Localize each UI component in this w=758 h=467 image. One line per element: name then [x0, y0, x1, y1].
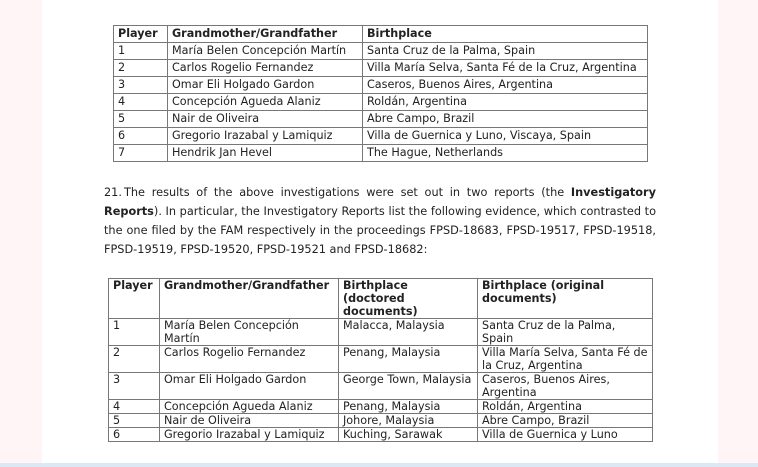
table-cell: María Belen Concepción Martín: [160, 319, 339, 346]
table-cell: The Hague, Netherlands: [363, 145, 648, 162]
table-row: [109, 414, 653, 428]
table-cell: Penang, Malaysia: [339, 400, 478, 414]
paragraph-bold-term: Investigatory Reports: [104, 186, 656, 218]
doctored-vs-original-table: [108, 278, 653, 442]
table-cell: Caseros, Buenos Aires, Argentina: [478, 373, 653, 400]
table-cell: 1: [114, 43, 168, 60]
table-row: [109, 428, 653, 442]
table-cell: Nair de Oliveira: [168, 111, 363, 128]
table-cell: Malacca, Malaysia: [339, 319, 478, 346]
table-cell: 4: [109, 400, 160, 414]
table-cell: George Town, Malaysia: [339, 373, 478, 400]
table-cell: Villa María Selva, Santa Fé de la Cruz, Argentina: [478, 346, 653, 373]
table-row: [114, 60, 648, 77]
table-cell: Villa de Guernica y Luno, Viscaya, Spain: [363, 128, 648, 145]
table-cell: 2: [114, 60, 168, 77]
table-cell: Gregorio Irazabal y Lamiquiz: [168, 128, 363, 145]
header-birthplace-original: Birthplace (original documents): [478, 279, 653, 319]
table-cell: 5: [114, 111, 168, 128]
table-cell: 7: [114, 145, 168, 162]
table-header-row: [114, 26, 648, 43]
paragraph-21: [104, 183, 656, 259]
table-row: [109, 319, 653, 346]
table-cell: Roldán, Argentina: [363, 94, 648, 111]
header-birthplace: Birthplace: [363, 26, 648, 43]
table-cell: Carlos Rogelio Fernandez: [168, 60, 363, 77]
table-cell: 6: [114, 128, 168, 145]
table-cell: 6: [109, 428, 160, 442]
table-cell: Santa Cruz de la Palma, Spain: [478, 319, 653, 346]
table-cell: Carlos Rogelio Fernandez: [160, 346, 339, 373]
table-row: [109, 346, 653, 373]
paragraph-text: The results of the above investigations were set out in two reports (the: [124, 186, 571, 199]
paragraph-text-continued: ). In particular, the Investigatory Reports list the following evidence, which contrasted to the one filed by the FAM respectively in the proceedings FPSD-18683, FPSD-19517, FPSD-19518, FPSD-19519, FPSD-19520, FPSD-19521 and FPSD-18682:: [104, 205, 656, 256]
table-cell: Villa de Guernica y Luno: [478, 428, 653, 442]
table-cell: Gregorio Irazabal y Lamiquiz: [160, 428, 339, 442]
grandparents-birthplace-table: [113, 25, 648, 162]
table-cell: Santa Cruz de la Palma, Spain: [363, 43, 648, 60]
table-cell: Omar Eli Holgado Gardon: [160, 373, 339, 400]
table-cell: 3: [109, 373, 160, 400]
table-cell: 1: [109, 319, 160, 346]
table-row: [109, 373, 653, 400]
header-player: Player: [109, 279, 160, 319]
table-cell: Johore, Malaysia: [339, 414, 478, 428]
table-cell: 5: [109, 414, 160, 428]
table-cell: Hendrik Jan Hevel: [168, 145, 363, 162]
table-cell: Concepción Agueda Alaniz: [168, 94, 363, 111]
table-cell: Abre Campo, Brazil: [478, 414, 653, 428]
header-player: Player: [114, 26, 168, 43]
header-birthplace-doctored: Birthplace (doctored documents): [339, 279, 478, 319]
table-header-row: [109, 279, 653, 319]
table-cell: Roldán, Argentina: [478, 400, 653, 414]
paragraph-number: 21.: [104, 186, 122, 199]
table-row: [114, 145, 648, 162]
header-grandparent: Grandmother/Grandfather: [160, 279, 339, 319]
table-row: [114, 43, 648, 60]
table-row: [114, 94, 648, 111]
table-cell: 4: [114, 94, 168, 111]
table-cell: Abre Campo, Brazil: [363, 111, 648, 128]
table-cell: Kuching, Sarawak: [339, 428, 478, 442]
table-cell: Villa María Selva, Santa Fé de la Cruz, Argentina: [363, 60, 648, 77]
bottom-bar: [0, 463, 758, 467]
header-grandparent: Grandmother/Grandfather: [168, 26, 363, 43]
table-row: [114, 128, 648, 145]
table-cell: 2: [109, 346, 160, 373]
table-cell: Nair de Oliveira: [160, 414, 339, 428]
table-row: [114, 77, 648, 94]
table-cell: Concepción Agueda Alaniz: [160, 400, 339, 414]
table-row: [114, 111, 648, 128]
table-cell: Penang, Malaysia: [339, 346, 478, 373]
table-cell: 3: [114, 77, 168, 94]
table-row: [109, 400, 653, 414]
document-page: [42, 0, 718, 467]
table-cell: María Belen Concepción Martín: [168, 43, 363, 60]
table-cell: Omar Eli Holgado Gardon: [168, 77, 363, 94]
table-cell: Caseros, Buenos Aires, Argentina: [363, 77, 648, 94]
